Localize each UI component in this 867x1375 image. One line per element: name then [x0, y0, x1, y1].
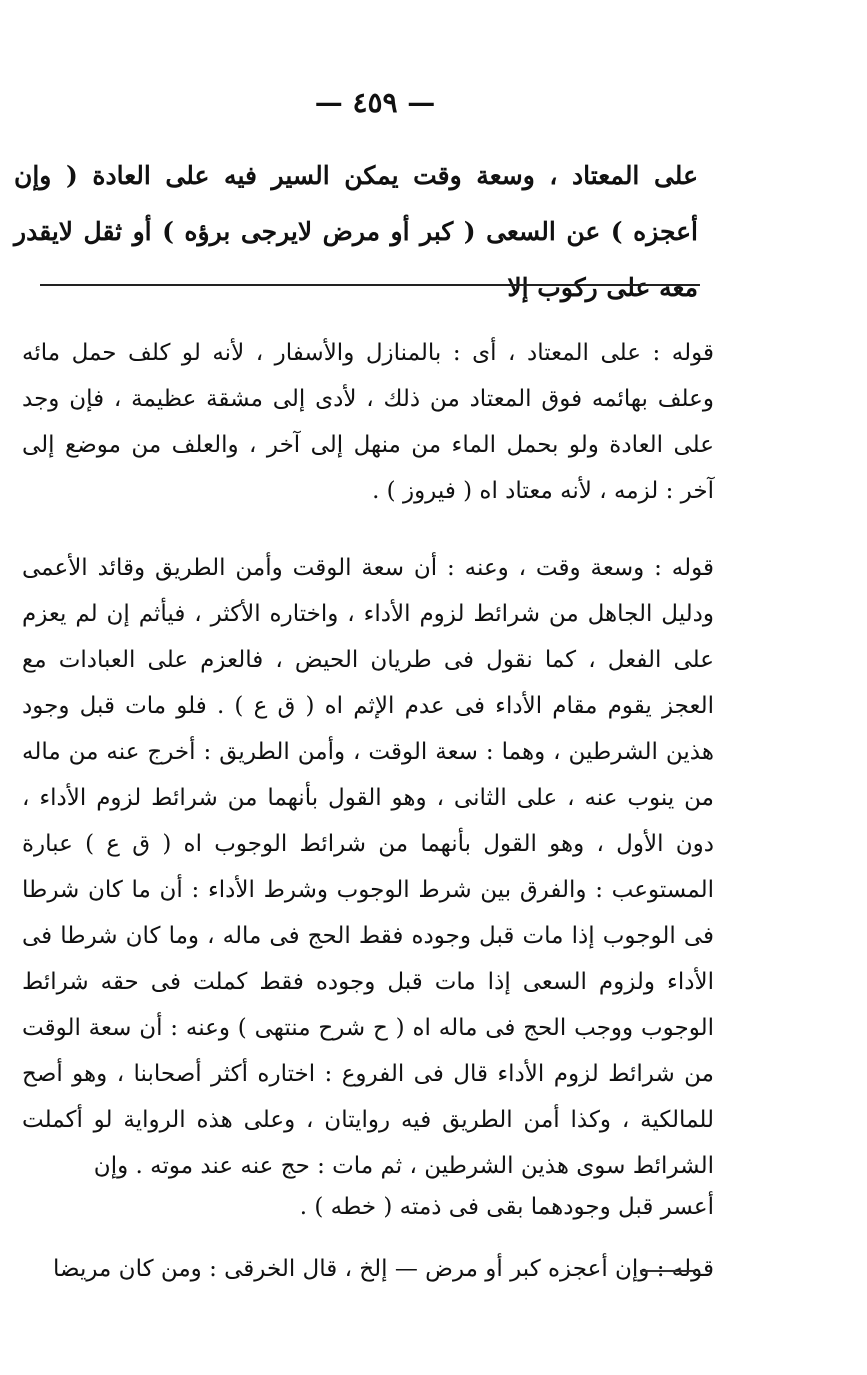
- commentary-paragraph-1: [22, 330, 714, 514]
- commentary-paragraph-2: [22, 545, 714, 1189]
- commentary-text: قوله : وإن أعجزه كبر أو مرض — إلخ ، قال الخرقى : ومن كان مريضا: [53, 1256, 714, 1282]
- commentary-text: قوله : وسعة وقت ، وعنه : أن سعة الوقت وأمن الطريق وقائد الأعمى ودليل الجاهل من شرائط لزوم الأداء ، واختاره الأكثر ، فيأثم إن لم يعزم على الفعل ، كما نقول فى طريان الحيض ، فالعزم على العبادات مع العجز يقوم مقام الأداء فى عدم الإثم اه ( ق ع ) . فلو مات قبل وجود هذين الشرطين ، وهما : سعة الوقت ، وأمن الطريق : أخرج عنه من ماله من ينوب عنه ، على الثانى ، وهو القول بأنهما من شرائط لزوم الأداء ، دون الأول ، وهو القول بأنهما من شرائط الوجوب اه ( ق ع ) عبارة المستوعب : والفرق بين شرط الوجوب وشرط الأداء : أن ما كان شرطا فى الوجوب إذا مات قبل وجوده فقط الحج فى ماله ، وما كان شرطا فى الأداء ولزوم السعى إذا مات قبل وجوده فقط كملت فى حقه شرائط الوجوب ووجب الحج فى ماله اه ( ح شرح منتهى ) وعنه : أن سعة الوقت من شرائط لزوم الأداء قال فى الفروع : اختاره أكثر أصحابنا ، وهو أصح للمالكية ، وكذا أمن الطريق فيه روايتان ، وعلى هذه الرواية لو أكملت الشرائط سوى هذين الشرطين ، ثم مات : حج عنه عند موته . وإن: [22, 555, 714, 1179]
- commentary-paragraph-4: [22, 1246, 714, 1292]
- footnote-dash: [640, 1270, 696, 1272]
- commentary-text: قوله : على المعتاد ، أى : بالمنازل والأسفار ، لأنه لو كلف حمل مائه وعلف بهائمه فوق المعتاد من ذلك ، لأدى إلى مشقة عظيمة ، فإن وجد على العادة ولو بحمل الماء من منهل إلى آخر ، والعلف من موضع إلى آخر : لزمه ، لأنه معتاد اه ( فيروز ) .: [22, 340, 714, 504]
- commentary-text: أعسر قبل وجودهما بقى فى ذمته ( خطه ) .: [299, 1194, 714, 1220]
- separator-rule: [40, 284, 700, 286]
- page-number: — ٤٥٩ —: [314, 86, 436, 119]
- main-text: على المعتاد ، وسعة وقت يمكن السير فيه على العادة ( وإن أعجزه ) عن السعى ( كبر أو مرض لايرجى برؤه ) أو ثقل لايقدر معه على ركوب إلا: [14, 161, 698, 302]
- commentary-paragraph-3: [22, 1184, 714, 1230]
